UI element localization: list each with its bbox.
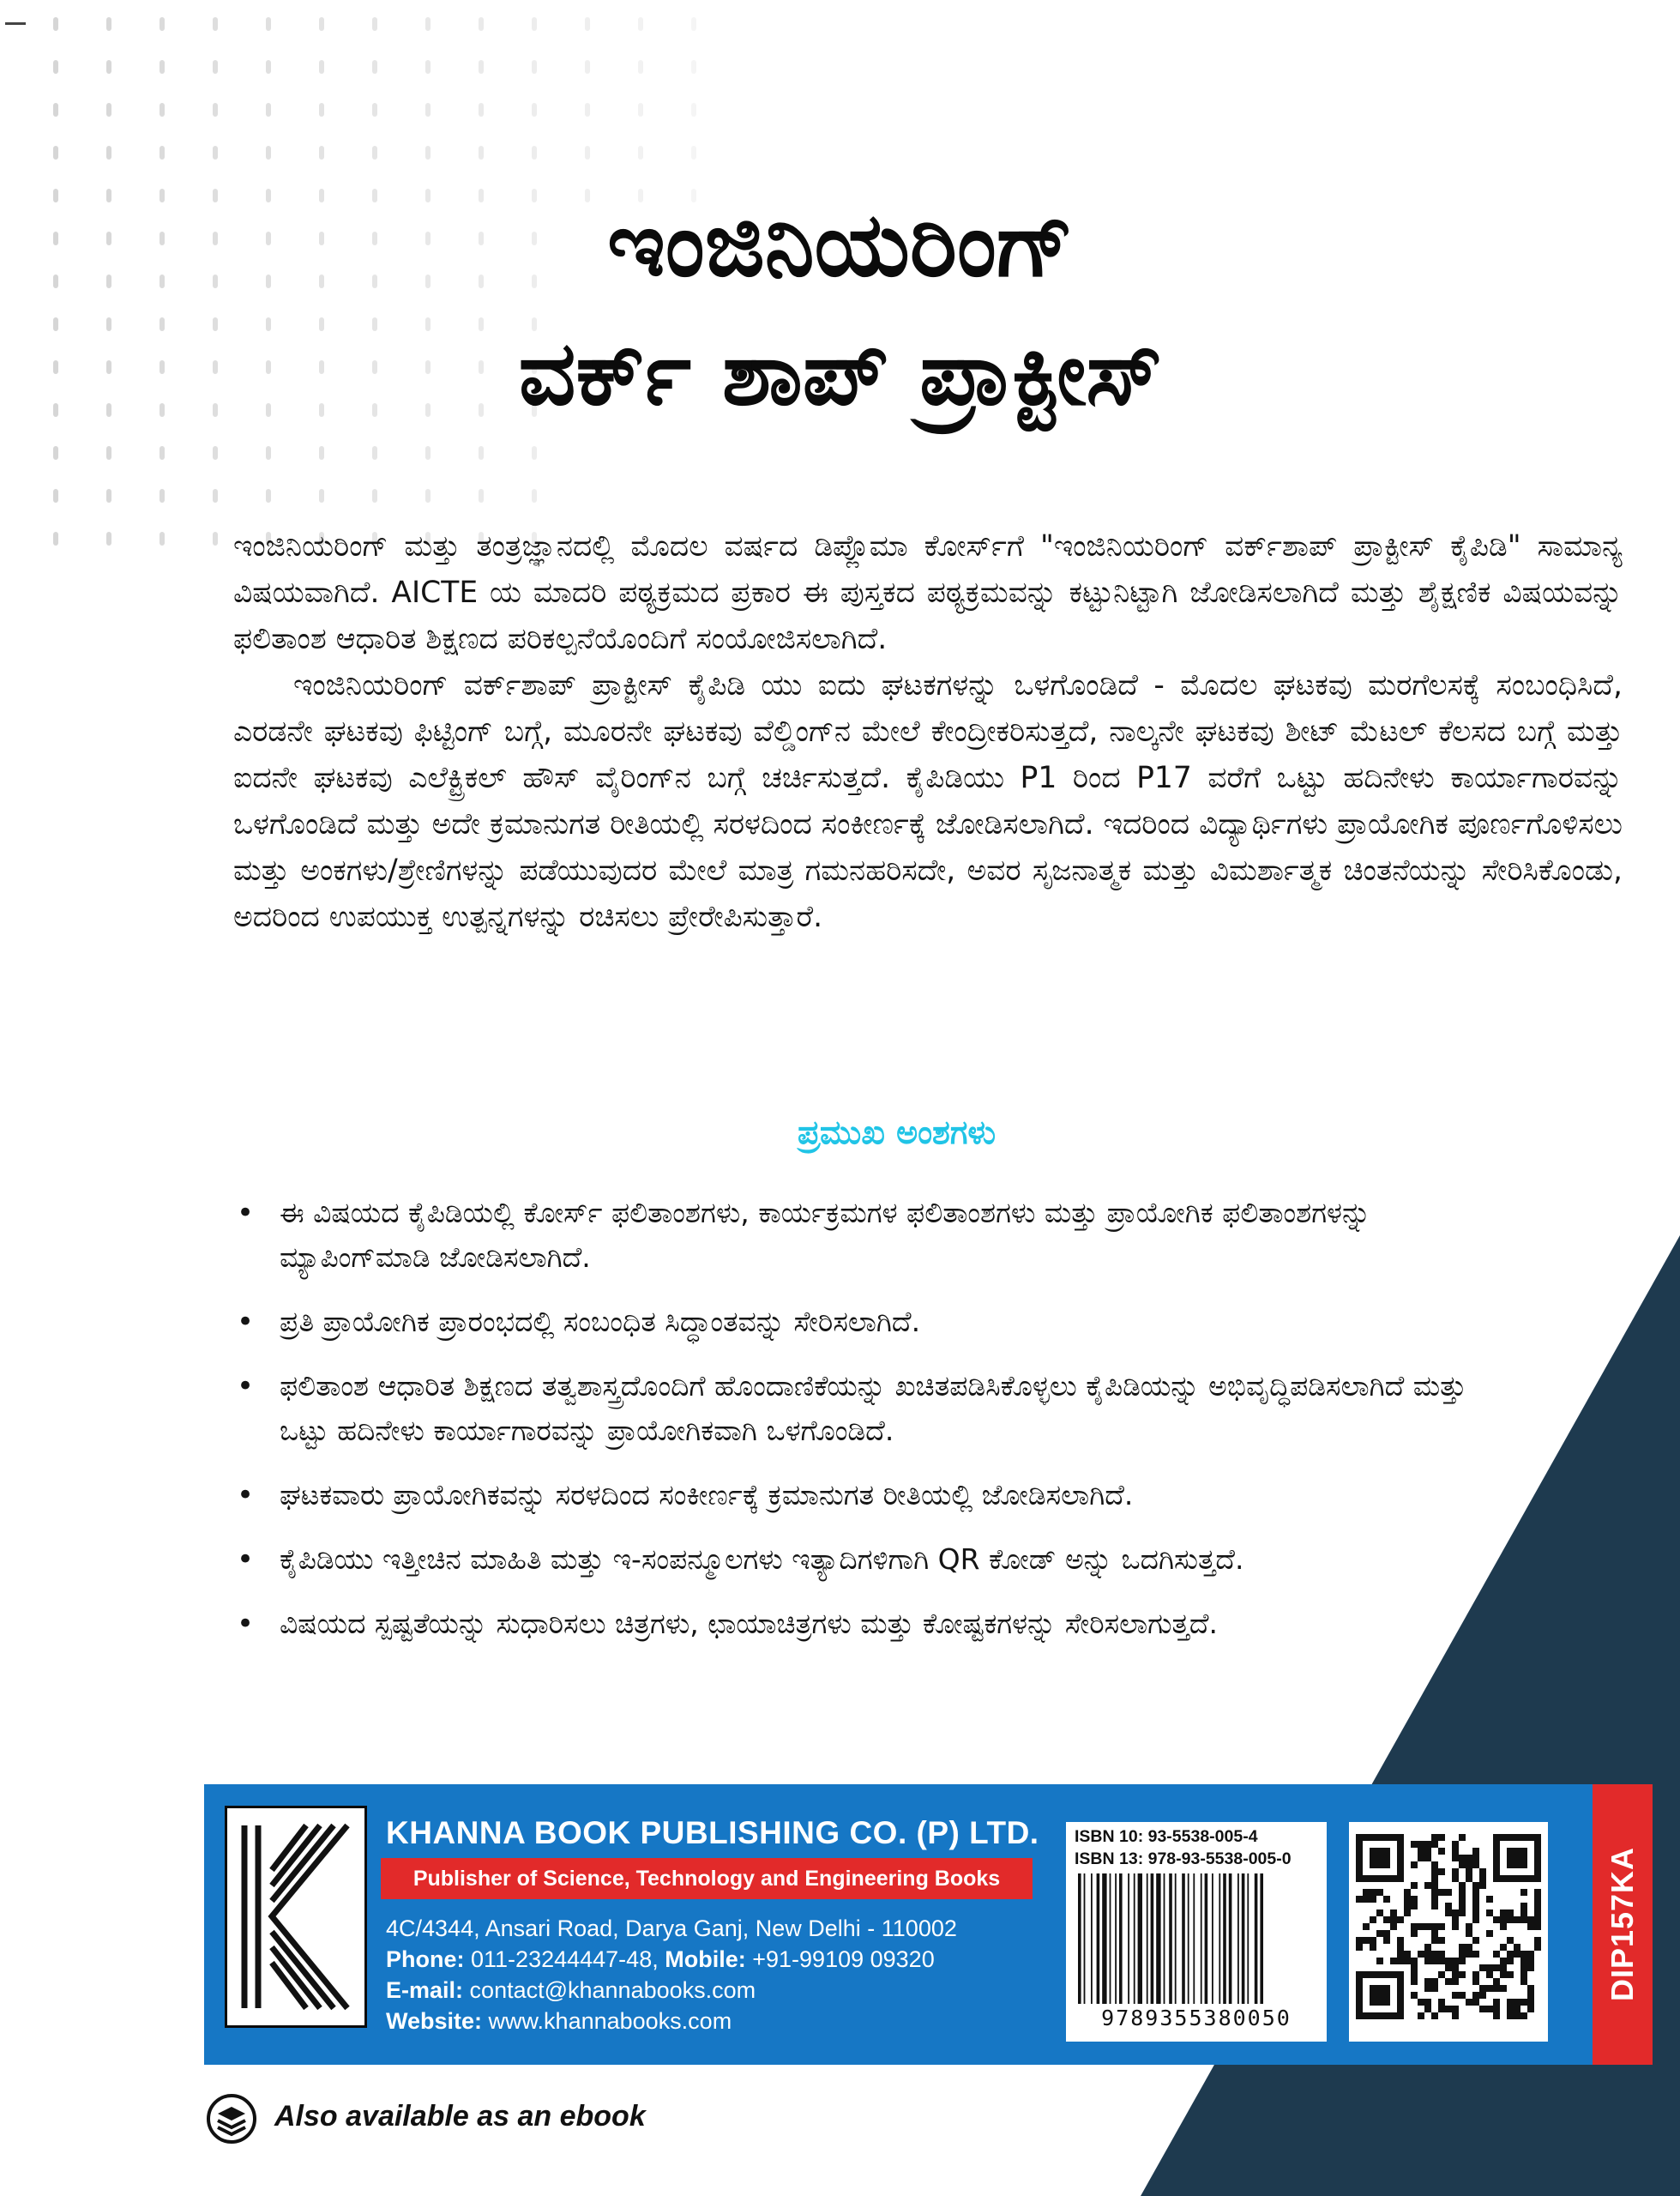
barcode-number: 9789355380050 xyxy=(1101,2006,1292,2030)
list-item-text: ಈ ವಿಷಯದ ಕೈಪಿಡಿಯಲ್ಲಿ ಕೋರ್ಸ್ ಫಲಿತಾಂಶಗಳು, ಕಾರ್ಯಕ್ರಮಗಳ ಫಲಿತಾಂಶಗಳು ಮತ್ತು ಪ್ರಾಯೋಗಿಕ ಫಲಿತಾಂಶಗಳನ್ನು ಮ್ಯಾಪಿಂಗ್‌ಮಾಡಿ ಜೋಡಿಸಲಾಗಿದೆ. xyxy=(280,1196,1371,1274)
publisher-name: KHANNA BOOK PUBLISHING CO. (P) LTD. xyxy=(386,1815,1039,1850)
highlights-list xyxy=(232,1191,1475,1666)
publisher-band xyxy=(204,1784,1595,2065)
isbn-10: ISBN 10: 93-5538-005-4 xyxy=(1075,1827,1258,1846)
email-label: E-mail: xyxy=(386,1977,464,2003)
email-value: contact@khannabooks.com xyxy=(469,1977,756,2003)
publisher-phone-line xyxy=(386,1944,957,1975)
list-item-text: ಪ್ರತಿ ಪ್ರಾಯೋಗಿಕ ಪ್ರಾರಂಭದಲ್ಲಿ ಸಂಬಂಧಿತ ಸಿದ್ಧಾಂತವನ್ನು ಸೇರಿಸಲಾಗಿದೆ. xyxy=(280,1305,921,1338)
book-title xyxy=(257,180,1424,437)
phone-value: 011-23244447-48, xyxy=(471,1946,659,1972)
book-code-tab xyxy=(1593,1784,1653,2065)
website-value: www.khannabooks.com xyxy=(488,2008,732,2034)
qr-code-box xyxy=(1349,1822,1548,2042)
list-item-text: ಕೈಪಿಡಿಯು ಇತ್ತೀಚಿನ ಮಾಹಿತಿ ಮತ್ತು ಇ-ಸಂಪನ್ಮೂಲಗಳು ಇತ್ಯಾದಿಗಳಿಗಾಗಿ QR ಕೋಡ್ ಅನ್ನು ಒದಗಿಸುತ್ತದೆ. xyxy=(280,1542,1244,1576)
publisher-logo xyxy=(225,1806,367,2028)
publisher-logo-icon xyxy=(227,1808,364,2025)
book-code: DIP157KA xyxy=(1605,1846,1640,2002)
qr-code-icon xyxy=(1356,1834,1541,2019)
isbn-text xyxy=(1075,1825,1292,1870)
list-item xyxy=(232,1602,1475,1646)
isbn-barcode-box xyxy=(1066,1822,1327,2042)
website-label: Website: xyxy=(386,2008,483,2034)
book-title-line-2: ವರ್ಕ್ ಶಾಪ್ ಪ್ರಾಕ್ಟೀಸ್ xyxy=(518,321,1163,425)
list-item xyxy=(232,1300,1475,1344)
highlights-heading: ಪ್ರಮುಖ ಅಂಶಗಳು xyxy=(798,1113,997,1151)
publisher-contact xyxy=(386,1913,957,2036)
list-item xyxy=(232,1364,1475,1453)
bullet: • xyxy=(237,1478,255,1512)
publisher-tagline: Publisher of Science, Technology and Engineering Books xyxy=(381,1858,1033,1899)
isbn-13: ISBN 13: 978-93-5538-005-0 xyxy=(1075,1849,1292,1868)
intro-paragraph-1: ಇಂಜಿನಿಯರಿಂಗ್ ಮತ್ತು ತಂತ್ರಜ್ಞಾನದಲ್ಲಿ ಮೊದಲ ವರ್ಷದ ಡಿಪ್ಲೊಮಾ ಕೋರ್ಸ್‌ಗೆ "ಇಂಜಿನಿಯರಿಂಗ್ ವರ್ಕ್‌ಶಾಪ್ ಪ್ರಾಕ್ಟೀಸ್ ಕೈಪಿಡಿ" ಸಾಮಾನ್ಯ ವಿಷಯವಾಗಿದೆ. AICTE ಯ ಮಾದರಿ ಪಠ್ಯಕ್ರಮದ ಪ್ರಕಾರ ಈ ಪುಸ್ತಕದ ಪಠ್ಯಕ್ರಮವನ್ನು ಕಟ್ಟುನಿಟ್ಟಾಗಿ ಜೋಡಿಸಲಾಗಿದೆ ಮತ್ತು ಶೈಕ್ಷಣಿಕ ವಿಷಯವನ್ನು ಫಲಿತಾಂಶ ಆಧಾರಿತ ಶಿಕ್ಷಣದ ಪರಿಕಲ್ಪನೆಯೊಂದಿಗೆ ಸಂಯೋಜಿಸಲಾಗಿದೆ. xyxy=(233,529,1623,656)
ebook-label: Also available as an ebook xyxy=(274,2100,646,2133)
list-item xyxy=(232,1537,1475,1582)
ebook-icon xyxy=(206,2093,257,2145)
mobile-value: +91-99109 09320 xyxy=(752,1946,935,1972)
publisher-website-line xyxy=(386,2006,957,2036)
bullet: • xyxy=(237,1305,255,1339)
barcode-icon xyxy=(1076,1873,1316,2004)
intro-text xyxy=(233,523,1623,940)
list-item-text: ಘಟಕವಾರು ಪ್ರಾಯೋಗಿಕವನ್ನು ಸರಳದಿಂದ ಸಂಕೀರ್ಣಕ್ಕೆ ಕ್ರಮಾನುಗತ ರೀತಿಯಲ್ಲಿ ಜೋಡಿಸಲಾಗಿದೆ. xyxy=(280,1478,1134,1511)
list-item-text: ವಿಷಯದ ಸ್ಪಷ್ಟತೆಯನ್ನು ಸುಧಾರಿಸಲು ಚಿತ್ರಗಳು, ಛಾಯಾಚಿತ್ರಗಳು ಮತ್ತು ಕೋಷ್ಟಕಗಳನ್ನು ಸೇರಿಸಲಾಗುತ್ತದೆ. xyxy=(280,1607,1218,1640)
list-item xyxy=(232,1191,1475,1280)
book-title-line-1: ಇಂಜಿನಿಯರಿಂಗ್ xyxy=(607,192,1074,297)
bullet: • xyxy=(237,1196,255,1230)
list-item-text: ಫಲಿತಾಂಶ ಆಧಾರಿತ ಶಿಕ್ಷಣದ ತತ್ವಶಾಸ್ತ್ರದೊಂದಿಗೆ ಹೊಂದಾಣಿಕೆಯನ್ನು ಖಚಿತಪಡಿಸಿಕೊಳ್ಳಲು ಕೈಪಿಡಿಯನ್ನು ಅಭಿವೃದ್ಧಿಪಡಿಸಲಾಗಿದೆ ಮತ್ತು ಒಟ್ಟು ಹದಿನೇಳು ಕಾರ್ಯಾಗಾರವನ್ನು ಪ್ರಾಯೋಗಿಕವಾಗಿ ಒಳಗೊಂಡಿದೆ. xyxy=(280,1369,1466,1447)
mobile-label: Mobile: xyxy=(665,1946,746,1972)
phone-label: Phone: xyxy=(386,1946,465,1972)
list-item xyxy=(232,1473,1475,1517)
bullet: • xyxy=(237,1369,255,1403)
intro-paragraph-2: ಇಂಜಿನಿಯರಿಂಗ್ ವರ್ಕ್‌ಶಾಪ್ ಪ್ರಾಕ್ಟೀಸ್ ಕೈಪಿಡಿ ಯು ಐದು ಘಟಕಗಳನ್ನು ಒಳಗೊಂಡಿದೆ - ಮೊದಲ ಘಟಕವು ಮರಗೆಲಸಕ್ಕೆ ಸಂಬಂಧಿಸಿದೆ, ಎರಡನೇ ಘಟಕವು ಫಿಟ್ಟಿಂಗ್ ಬಗ್ಗೆ, ಮೂರನೇ ಘಟಕವು ವೆಲ್ಡಿಂಗ್‌ನ ಮೇಲೆ ಕೇಂದ್ರೀಕರಿಸುತ್ತದೆ, ನಾಲ್ಕನೇ ಘಟಕವು ಶೀಟ್ ಮೆಟಲ್ ಕೆಲಸದ ಬಗ್ಗೆ ಮತ್ತು ಐದನೇ ಘಟಕವು ಎಲೆಕ್ಟ್ರಿಕಲ್ ಹೌಸ್ ವೈರಿಂಗ್‌ನ ಬಗ್ಗೆ ಚರ್ಚಿಸುತ್ತದೆ. ಕೈಪಿಡಿಯು P1 ರಿಂದ P17 ವರೆಗೆ ಒಟ್ಟು ಹದಿನೇಳು ಕಾರ್ಯಾಗಾರವನ್ನು ಒಳಗೊಂಡಿದೆ ಮತ್ತು ಅದೇ ಕ್ರಮಾನುಗತ ರೀತಿಯಲ್ಲಿ ಸರಳದಿಂದ ಸಂಕೀರ್ಣಕ್ಕೆ ಜೋಡಿಸಲಾಗಿದೆ. ಇದರಿಂದ ವಿದ್ಯಾರ್ಥಿಗಳು ಪ್ರಾಯೋಗಿಕ ಪೂರ್ಣಗೊಳಿಸಲು ಮತ್ತು ಅಂಕಗಳು/ಶ್ರೇಣಿಗಳನ್ನು ಪಡೆಯುವುದರ ಮೇಲೆ ಮಾತ್ರ ಗಮನಹರಿಸದೇ, ಅವರ ಸೃಜನಾತ್ಮಕ ಮತ್ತು ವಿಮರ್ಶಾತ್ಮಕ ಚಿಂತನೆಯನ್ನು ಸೇರಿಸಿಕೊಂಡು, ಅದರಿಂದ ಉಪಯುಕ್ತ ಉತ್ಪನ್ನಗಳನ್ನು ರಚಿಸಲು ಪ್ರೇರೇಪಿಸುತ್ತಾರೆ. xyxy=(233,668,1623,934)
bullet: • xyxy=(237,1607,255,1641)
bullet: • xyxy=(237,1542,255,1577)
publisher-email-line xyxy=(386,1975,957,2006)
publisher-address: 4C/4344, Ansari Road, Darya Ganj, New Delhi - 110002 xyxy=(386,1915,957,1941)
